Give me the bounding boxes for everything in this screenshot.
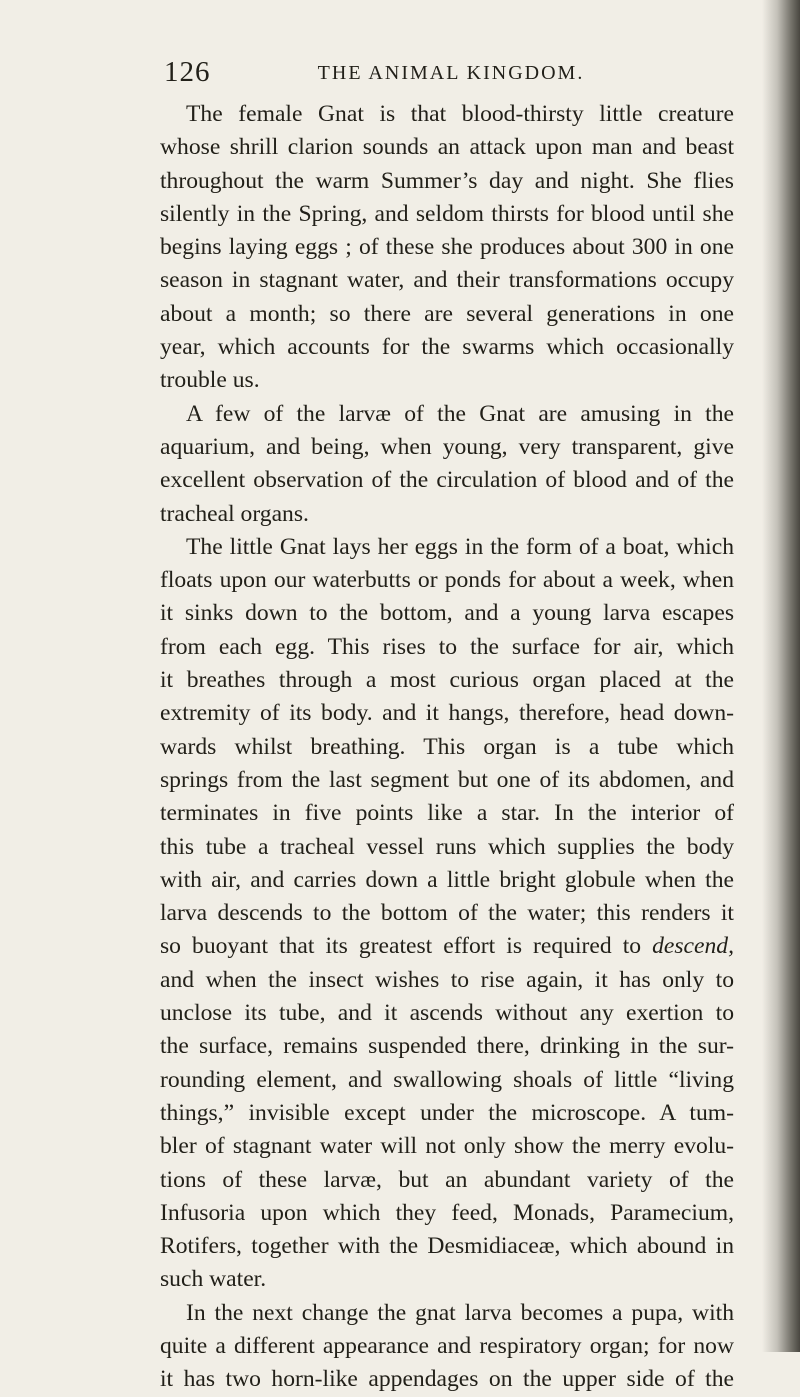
text-line: terminates in five points like a star. In the interior of [160,800,734,827]
text-line: aquarium, and being, when young, very transparent, give [160,433,734,460]
text-line: larva descends to the bottom of the water; this renders it [160,900,734,927]
text-line: The little Gnat lays her eggs in the form of a boat, which [186,533,734,560]
text-line: A few of the larvæ of the Gnat are amusing in the [186,400,734,427]
text-line: and when the insect wishes to rise again, it has only to [160,966,734,993]
text-line: from each egg. This rises to the surface for air, which [160,633,734,660]
text-line: year, which accounts for the swarms which occasionally [160,334,734,361]
text-line: trouble us. [160,367,260,394]
italic-word: descend, [652,933,734,960]
text-line: silently in the Spring, and seldom thirsts for blood until she [160,200,734,227]
page-edge-shadow [762,0,800,1352]
text-line: things,” invisible except under the microscope. A tum- [160,1099,734,1126]
text-line: rounding element, and swallowing shoals of little “living [160,1066,734,1093]
text-line: wards whilst breathing. This organ is a tube which [160,733,734,760]
text-line: unclose its tube, and it ascends without any exertion to [160,1000,734,1027]
text-line: with air, and carries down a little bright globule when the [160,866,734,893]
text-line: begins laying eggs ; of these she produces about 300 in one [160,234,734,261]
running-head: THE ANIMAL KINGDOM. [317,62,585,84]
text-line: throughout the warm Summer’s day and night. She flies [160,167,734,194]
text-line: tions of these larvæ, but an abundant variety of the [160,1166,734,1193]
text-line: about a month; so there are several generations in one [160,300,734,327]
text-line: it sinks down to the bottom, and a young larva escapes [160,600,734,627]
text-line: Rotifers, together with the Desmidiaceæ, which abound in [160,1233,734,1260]
text-line: so buoyant that its greatest effort is required to descend, [160,933,734,960]
text-line: it breathes through a most curious organ placed at the [160,667,734,694]
text-line: quite a different appearance and respiratory organ; for now [160,1332,734,1359]
text-line: extremity of its body. and it hangs, therefore, head down- [160,700,734,727]
text-line: it has two horn-like appendages on the upper side of the [160,1366,734,1393]
text-line: bler of stagnant water will not only show the merry evolu- [160,1133,734,1160]
text-line: In the next change the gnat larva becomes a pupa, with [186,1299,734,1326]
text-line: whose shrill clarion sounds an attack upon man and beast [160,134,734,161]
text-line: The female Gnat is that blood-thirsty little creature [186,101,734,127]
text-line: floats upon our waterbutts or ponds for about a week, when [160,567,734,594]
text-line: season in stagnant water, and their transformations occupy [160,267,734,294]
text-line: the surface, remains suspended there, drinking in the sur- [160,1033,734,1060]
text-line: tracheal organs. [160,500,309,527]
text-line: this tube a tracheal vessel runs which supplies the body [160,833,734,860]
text-line: springs from the last segment but one of its abdomen, and [160,766,734,793]
text-line: Infusoria upon which they feed, Monads, Paramecium, [160,1199,734,1226]
page-number: 126 [164,56,211,88]
page-header [164,56,738,92]
text-line: such water. [160,1266,267,1293]
text-line: excellent observation of the circulation of blood and of the [160,467,734,494]
body-text [160,98,734,1397]
